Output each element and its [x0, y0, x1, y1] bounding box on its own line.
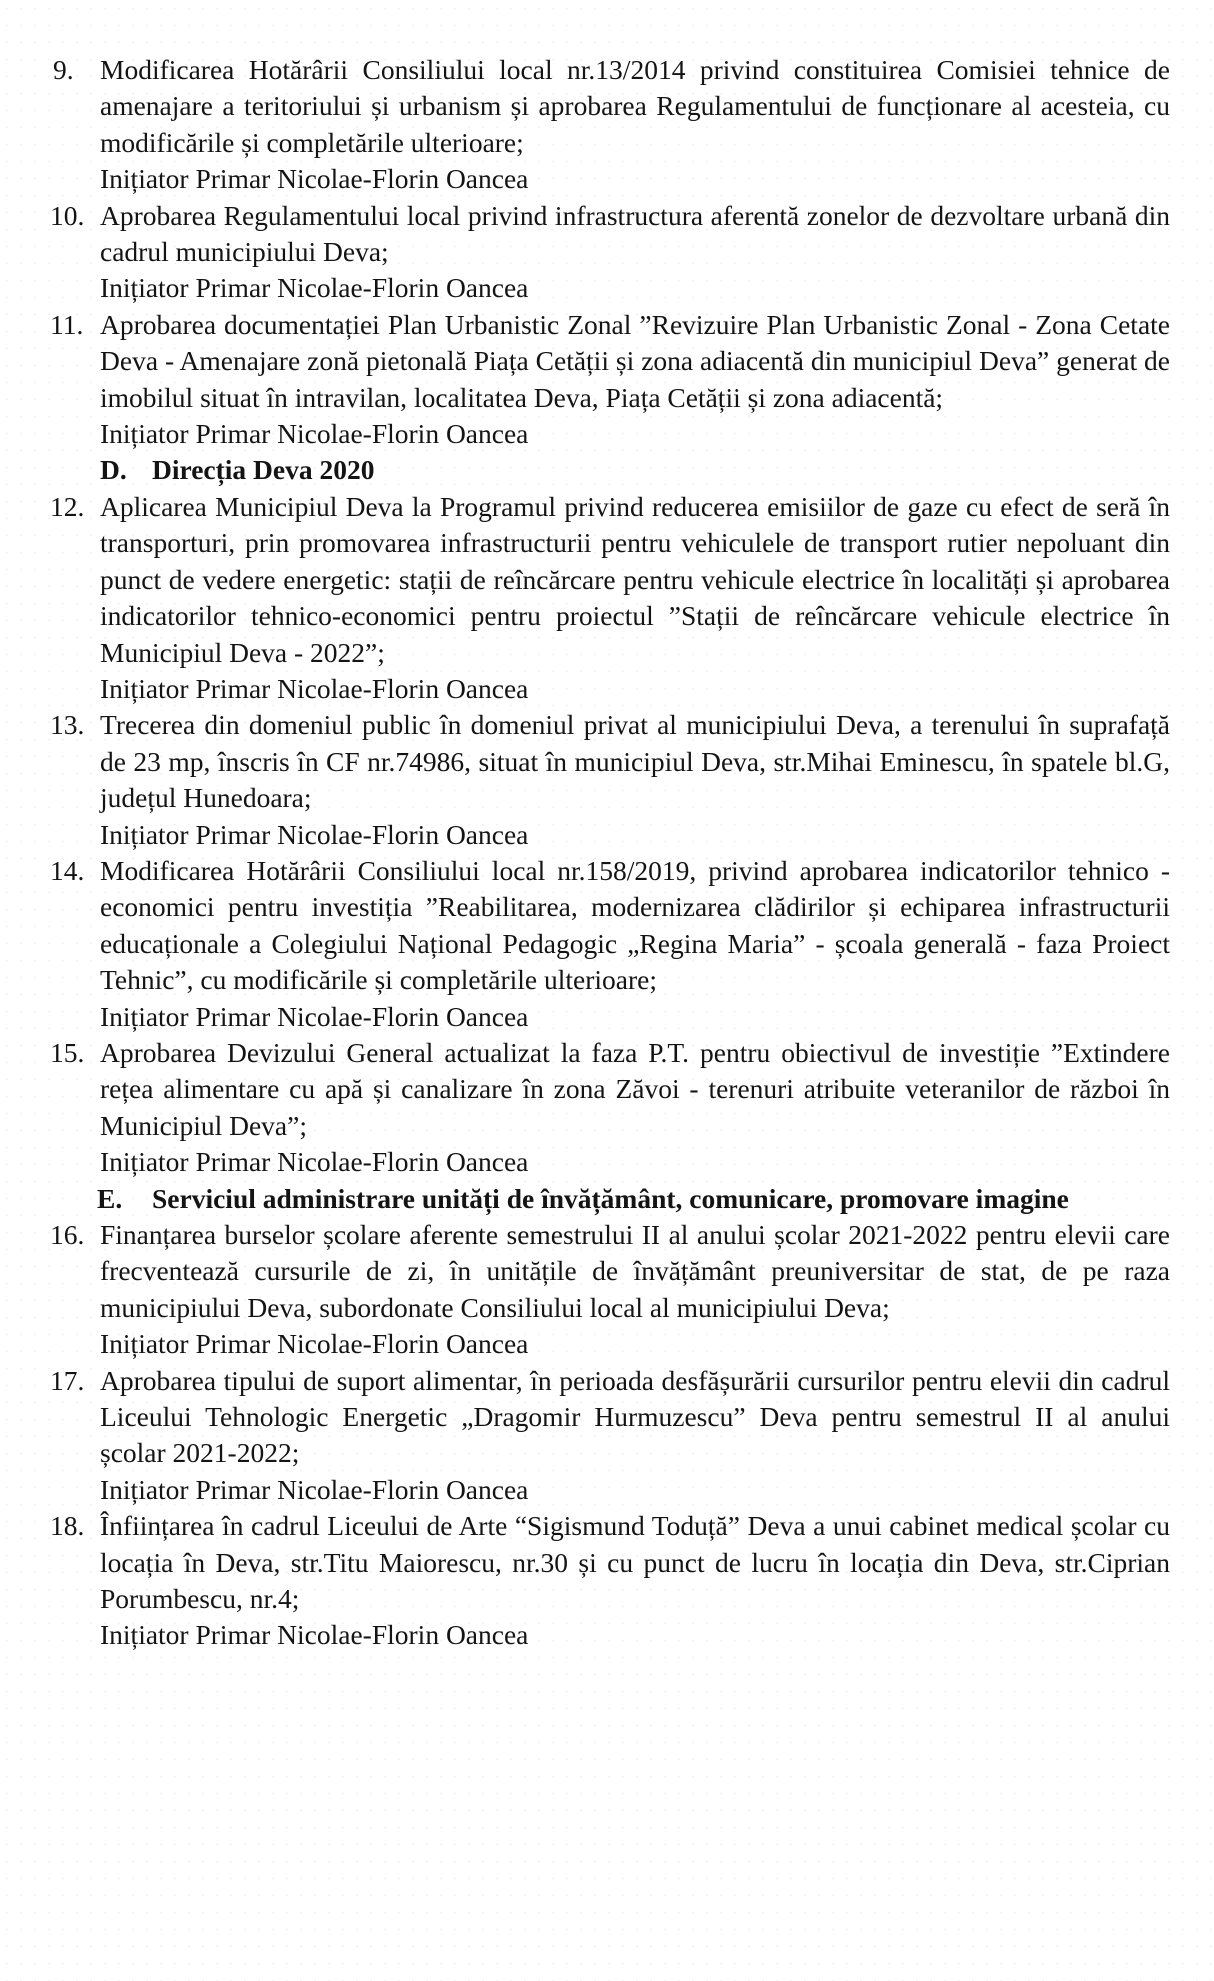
item-text: Aplicarea Municipiul Deva la Programul privind reducerea emisiilor de gaze cu efect de seră în transporturi, prin promovarea infrastructurii pentru vehiculele de transport rutier nepoluant din punct de vedere energetic: stații de reîncărcare pentru vehicule electrice în localități și aprobarea indicatorilor tehnico-economici pentru proiectul ”Stații de reîncărcare vehicule electrice în Municipiul Deva - 2022”;: [100, 490, 1170, 668]
item-text: Înființarea în cadrul Liceului de Arte “Sigismund Toduță” Deva a unui cabinet medical școlar cu locația în Deva, str.Titu Maiorescu, nr.30 și cu punct de lucru în locația din Deva, str.Ciprian Porumbescu, nr.4;: [100, 1510, 1170, 1615]
item-text: Trecerea din domeniul public în domeniul privat al municipiului Deva, a terenului în suprafață de 23 mp, înscris în CF nr.74986, situat în municipiul Deva, str.Mihai Eminescu, în spatele bl.G, județul Hunedoara;: [100, 709, 1170, 814]
item-number: 17.: [50, 1364, 85, 1396]
item-number: 11.: [50, 308, 84, 340]
section-heading-d: [0, 452, 1214, 488]
agenda-document: [0, 52, 1214, 1654]
agenda-item-18: [0, 1508, 1214, 1654]
item-initiator: Inițiator Primar Nicolae-Florin Oancea: [100, 818, 529, 850]
item-text: Modificarea Hotărârii Consiliului local nr.13/2014 privind constituirea Comisiei tehnice de amenajare a teritoriului și urbanism și aprobarea Regulamentului de funcționare al acesteia, cu modificările și completările ulterioare;: [100, 54, 1170, 158]
item-number: 15.: [50, 1036, 85, 1068]
item-number: 13.: [50, 709, 85, 741]
item-initiator: Inițiator Primar Nicolae-Florin Oancea: [100, 418, 529, 450]
agenda-item-13: [0, 707, 1214, 853]
item-initiator: Inițiator Primar Nicolae-Florin Oancea: [100, 163, 529, 195]
item-number: 14.: [50, 854, 85, 886]
item-number: 12.: [50, 490, 85, 522]
agenda-item-10: [0, 198, 1214, 307]
item-text: Finanțarea burselor școlare aferente semestrului II al anului școlar 2021-2022 pentru elevii care frecventează cursurile de zi, în unitățile de învățământ preuniversitar de stat, de pe raza municipiului Deva, subordonate Consiliului local al municipiului Deva;: [100, 1219, 1170, 1323]
item-number: 10.: [50, 199, 85, 231]
item-initiator: Inițiator Primar Nicolae-Florin Oancea: [100, 1146, 529, 1178]
agenda-item-16: [0, 1217, 1214, 1363]
section-title: Serviciul administrare unități de învățământ, comunicare, promovare imagine: [152, 1182, 1069, 1214]
item-initiator: Inițiator Primar Nicolae-Florin Oancea: [100, 1000, 529, 1032]
item-initiator: Inițiator Primar Nicolae-Florin Oancea: [100, 1619, 529, 1651]
agenda-item-11: [0, 307, 1214, 453]
item-initiator: Inițiator Primar Nicolae-Florin Oancea: [100, 1328, 529, 1360]
item-number: 16.: [50, 1219, 85, 1250]
section-letter: E.: [97, 1182, 123, 1214]
item-text: Aprobarea Regulamentului local privind infrastructura aferentă zonelor de dezvoltare urbană din cadrul municipiului Deva;: [100, 199, 1170, 268]
agenda-item-12: [0, 489, 1214, 707]
item-number: 9.: [53, 54, 74, 85]
item-text: Modificarea Hotărârii Consiliului local nr.158/2019, privind aprobarea indicatorilor tehnico - economici pentru investiția ”Reabilitarea, modernizarea clădirilor și echiparea infrastructurii educaționale a Colegiului Național Pedagogic „Regina Maria” - școala generală - faza Proiect Tehnic”, cu modificările și completările ulterioare;: [100, 854, 1170, 996]
item-text: Aprobarea documentației Plan Urbanistic Zonal ”Revizuire Plan Urbanistic Zonal - Zona Cetate Deva - Amenajare zonă pietonală Piața Cetății și zona adiacentă din municipiul Deva” generat de imobilul situat în intravilan, localitatea Deva, Piața Cetății și zona adiacentă;: [100, 308, 1170, 413]
item-initiator: Inițiator Primar Nicolae-Florin Oancea: [100, 672, 529, 704]
item-number: 18.: [50, 1510, 85, 1542]
agenda-item-9: [0, 52, 1214, 198]
item-text: Aprobarea Devizului General actualizat la faza P.T. pentru obiectivul de investiție ”Extindere rețea alimentare cu apă și canalizare în zona Zăvoi - terenuri atribuite veteranilor de război în Municipiul Deva”;: [100, 1036, 1170, 1141]
section-heading-e: [0, 1181, 1214, 1217]
item-initiator: Inițiator Primar Nicolae-Florin Oancea: [100, 1473, 529, 1505]
section-letter: D.: [100, 454, 127, 486]
section-title: Direcția Deva 2020: [152, 454, 375, 486]
agenda-item-15: [0, 1035, 1214, 1181]
item-initiator: Inițiator Primar Nicolae-Florin Oancea: [100, 272, 529, 304]
agenda-item-17: [0, 1363, 1214, 1509]
item-text: Aprobarea tipului de suport alimentar, în perioada desfășurării cursurilor pentru elevii din cadrul Liceului Tehnologic Energetic „Dragomir Hurmuzescu” Deva pentru semestrul II al anului școlar 2021-2022;: [100, 1364, 1170, 1469]
agenda-item-14: [0, 853, 1214, 1035]
